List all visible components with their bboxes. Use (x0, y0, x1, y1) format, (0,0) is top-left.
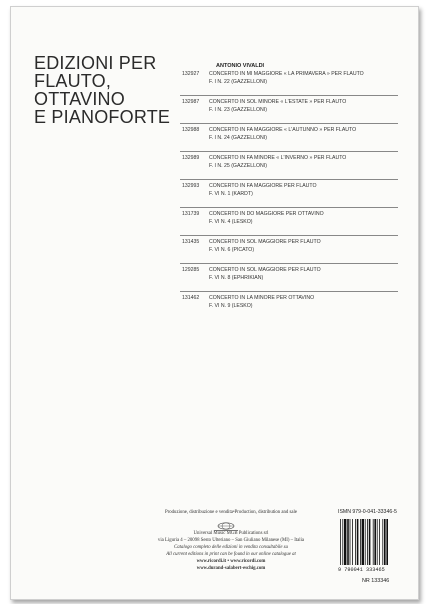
barcode-digits: 9 790041 333465 (338, 567, 385, 573)
publisher-info (131, 509, 331, 572)
title-line: E PIANOFORTE (34, 107, 171, 127)
back-cover-page (10, 6, 419, 600)
entry-title: CONCERTO IN MI MAGGIORE « LA PRIMAVERA » PER FLAUTO (209, 71, 364, 77)
catalog-number: 131462 (182, 295, 200, 301)
catalogue-note-en: All current editions in print can be found in our online catalogue at (166, 552, 296, 557)
entry-subtitle: F. I N. 23 (GAZZELLONI) (209, 107, 267, 113)
entry-subtitle: F. I N. 25 (GAZZELLONI) (209, 163, 267, 169)
entry-subtitle: F. I N. 24 (GAZZELLONI) (209, 135, 267, 141)
divider (180, 235, 398, 236)
entry-title: CONCERTO IN DO MAGGIORE PER OTTAVINO (209, 211, 324, 217)
catalog-number: 132993 (182, 183, 200, 189)
entry-subtitle: F. I N. 22 (GAZZELLONI) (209, 79, 267, 85)
catalog-number: 132988 (182, 127, 200, 133)
entry-title: CONCERTO IN FA MINORE « L'INVERNO » PER FLAUTO (209, 155, 347, 161)
publisher-address: via Liguria 4 – 20098 Sesto Ulteriano – San Giuliano Milanese (MI) – Italia (157, 538, 305, 543)
divider (180, 179, 398, 180)
title-line: EDIZIONI PER (34, 53, 157, 73)
catalog-entry (166, 71, 406, 101)
divider (180, 207, 398, 208)
catalogue-note-it: Catalogo completo delle edizioni in vendita consultabile su (174, 545, 288, 550)
entry-subtitle: F. VI N. 9 (LESKO) (209, 303, 253, 309)
catalog-number: 132927 (182, 71, 200, 77)
website-link-durand: www.durand-salabert-eschig.com (196, 566, 266, 571)
entry-title: CONCERTO IN FA MAGGIORE PER FLAUTO (209, 183, 317, 189)
entry-title: CONCERTO IN SOL MAGGIORE PER FLAUTO (209, 239, 321, 245)
divider (180, 291, 398, 292)
catalog-entry (166, 155, 406, 185)
catalog-number: 132989 (182, 155, 200, 161)
catalog-entry (166, 295, 406, 325)
website-links: www.ricordi.it • www.ricordi.com (196, 559, 266, 564)
publication-number: NR 133346 (362, 578, 390, 584)
series-title (34, 54, 174, 126)
divider (180, 123, 398, 124)
catalog-number: 131435 (182, 239, 200, 245)
entry-subtitle: F. VI N. 1 (KARDT) (209, 191, 253, 197)
title-line: OTTAVINO (34, 89, 125, 109)
barcode-icon (338, 519, 410, 567)
catalog-entry (166, 183, 406, 213)
catalog-entry (166, 239, 406, 269)
entry-subtitle: F. VI N. 8 (EPHRIKIAN) (209, 275, 264, 281)
divider (180, 151, 398, 152)
entry-title: CONCERTO IN SOL MAGGIORE PER FLAUTO (209, 267, 321, 273)
ismn-number: ISMN 979-0-041-33346-5 (338, 509, 397, 515)
entry-title: CONCERTO IN FA MAGGIORE « L'AUTUNNO » PER FLAUTO (209, 127, 357, 133)
title-line: FLAUTO, (34, 71, 112, 91)
production-line: Produzione, distribuzione e vendita•Production, distribution and sale (165, 510, 297, 515)
catalog-number: 132987 (182, 99, 200, 105)
entry-subtitle: F. VI N. 6 (PICATO) (209, 247, 255, 253)
catalog-entry (166, 267, 406, 297)
catalog-entry (166, 211, 406, 241)
divider (180, 263, 398, 264)
catalog-entry (166, 99, 406, 129)
entry-title: CONCERTO IN LA MINORE PER OTTAVINO (209, 295, 315, 301)
universal-music-logo-icon (204, 522, 248, 532)
entry-subtitle: F. VI N. 4 (LESKO) (209, 219, 253, 225)
catalog-entry (166, 127, 406, 157)
catalog-number: 129285 (182, 267, 200, 273)
catalog-number: 131739 (182, 211, 200, 217)
entry-title: CONCERTO IN SOL MINORE « L'ESTATE » PER FLAUTO (209, 99, 347, 105)
composer-name: ANTONIO VIVALDI (216, 63, 265, 69)
divider (180, 95, 398, 96)
publisher-name: Universal Music MGB Publications srl (193, 531, 269, 536)
